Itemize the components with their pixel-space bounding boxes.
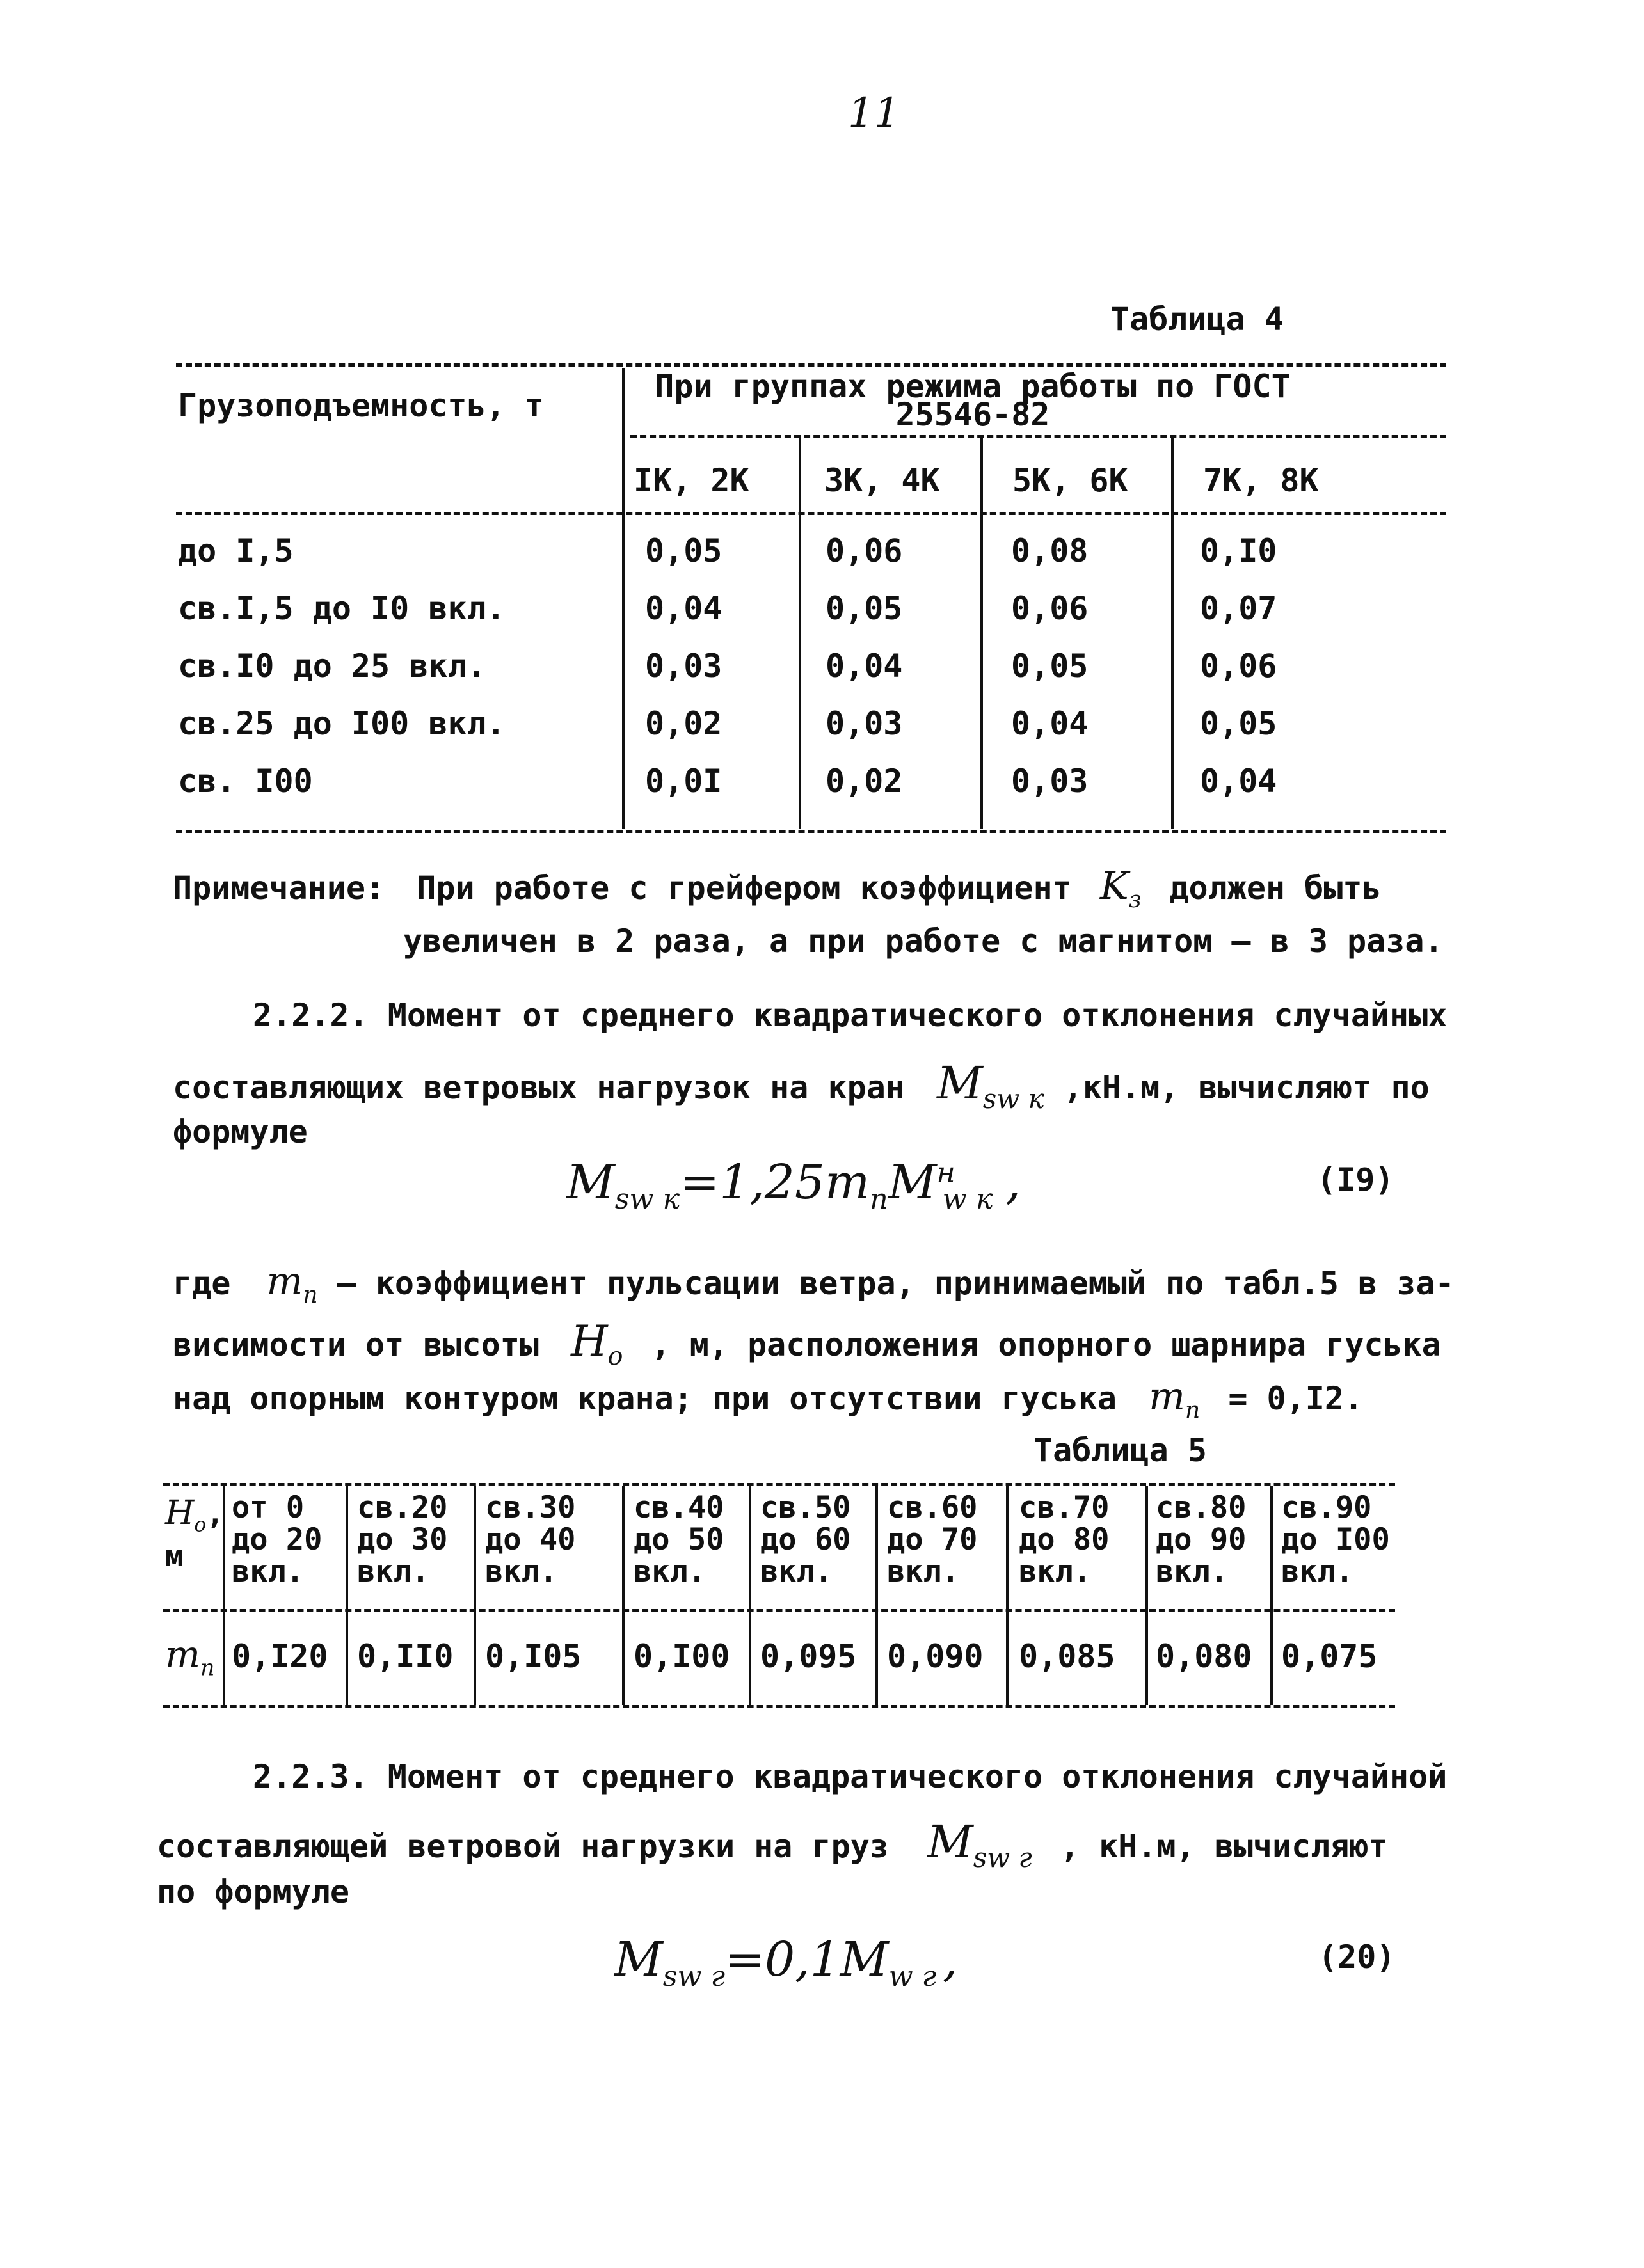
- note-label: Примечание:: [173, 869, 385, 907]
- table5-cell: 0,I05: [485, 1638, 582, 1675]
- table5-col-header: от 0 до 20 вкл.: [232, 1490, 323, 1589]
- table5-col-header: св.30 до 40 вкл.: [485, 1490, 576, 1589]
- k3-symbol: $K_з$: [1099, 864, 1142, 913]
- table4-row-label: св.I,5 до I0 вкл.: [178, 590, 506, 627]
- note-line-2: увеличен в 2 раза, а при работе с магнитом – в 3 раза.: [403, 923, 1444, 960]
- table4-col-header: IK, 2K: [634, 462, 749, 499]
- table4-row-label: до I,5: [178, 532, 294, 569]
- table4-row-label: св.25 до I00 вкл.: [178, 705, 506, 742]
- table5-cell: 0,080: [1156, 1638, 1252, 1675]
- table4-col-divider-2: [799, 438, 801, 829]
- table4-cell: 0,06: [1200, 647, 1277, 685]
- table5-row2-label: $m_п$: [165, 1633, 215, 1681]
- table4-cell: 0,08: [1011, 532, 1089, 569]
- table5-col-divider: [622, 1486, 625, 1705]
- formula-20: $M_{sw г}=0,1M_{w г}$ ,: [614, 1932, 958, 1993]
- table4-cell: 0,03: [1011, 763, 1089, 800]
- where-line-2: висимости от высоты $H_о$ , м, расположения опорного шарнира гуська: [173, 1317, 1441, 1372]
- section-222-line-1: 2.2.2. Момент от среднего квадратического отклонения случайных: [253, 997, 1448, 1034]
- table4-cell: 0,06: [1011, 590, 1089, 627]
- table4-cell: 0,0I: [645, 763, 722, 800]
- table4-col-divider-1: [622, 368, 625, 829]
- table5-col-divider: [875, 1486, 878, 1705]
- table5-col-divider: [1270, 1486, 1273, 1705]
- table4-cell: 0,I0: [1200, 532, 1277, 569]
- table4-cell: 0,05: [1200, 705, 1277, 742]
- table4-col-divider-4: [1171, 438, 1174, 829]
- table4-cell: 0,05: [645, 532, 722, 569]
- formula-20-number: (20): [1318, 1939, 1396, 1976]
- table5-col-header: св.80 до 90 вкл.: [1156, 1490, 1247, 1589]
- table5-col-header: св.90 до I00 вкл.: [1281, 1490, 1390, 1589]
- table4-cell: 0,04: [1011, 705, 1089, 742]
- table4-cell: 0,04: [1200, 763, 1277, 800]
- table5-col-divider: [1145, 1486, 1148, 1705]
- table5-col-divider: [474, 1486, 476, 1705]
- table5-col-divider: [749, 1486, 751, 1705]
- table4-cell: 0,04: [826, 647, 903, 685]
- table4-cell: 0,04: [645, 590, 722, 627]
- section-223-line-1: 2.2.3. Момент от среднего квадратического отклонения случайной: [253, 1758, 1448, 1795]
- table5-cell: 0,II0: [357, 1638, 454, 1675]
- table4-cell: 0,06: [826, 532, 903, 569]
- table4-row-label: св. I00: [178, 763, 313, 800]
- table5-cell: 0,095: [760, 1638, 857, 1675]
- formula-19-number: (I9): [1317, 1161, 1394, 1198]
- table4-cell: 0,05: [1011, 647, 1089, 685]
- table4-col-header: 7K, 8K: [1203, 462, 1319, 499]
- table5-col-header: св.70 до 80 вкл.: [1019, 1490, 1110, 1589]
- msw-k-symbol: $M_{sw к}$: [937, 1057, 1044, 1114]
- table4-cell: 0,05: [826, 590, 903, 627]
- table4-cell: 0,07: [1200, 590, 1277, 627]
- table4-cell: 0,03: [645, 647, 722, 685]
- table4-top-rule: [176, 363, 1446, 367]
- section-222-line-2: составляющих ветровых нагрузок на кран $M_{sw к}$ ,кН.м, вычисляют по: [173, 1057, 1430, 1114]
- table4-subheader-rule: [630, 435, 1446, 438]
- table5-cell: 0,090: [887, 1638, 984, 1675]
- table4-group-header: При группах режима работы по ГОСТ 25546-82: [655, 368, 1291, 433]
- table4-header-rule: [176, 512, 1446, 515]
- table4-row-label: св.I0 до 25 вкл.: [178, 647, 486, 685]
- note-text-a: При работе с грейфером коэффициент: [417, 869, 1072, 907]
- table4-caption: Таблица 4: [1110, 301, 1284, 338]
- where-line-3: над опорным контуром крана; при отсутствии гуська $m_п = 0,I2$.: [173, 1374, 1364, 1423]
- table5-row1-label: $H_о$, м: [165, 1494, 225, 1574]
- note-line-1: [173, 864, 1382, 913]
- table4-cell: 0,02: [826, 763, 903, 800]
- table5-caption: Таблица 5: [1033, 1432, 1207, 1469]
- table5-bottom-rule: [163, 1705, 1395, 1708]
- table5-col-header: св.60 до 70 вкл.: [887, 1490, 978, 1589]
- table4-cell: 0,03: [826, 705, 903, 742]
- where-line-1: где $m_п$ – коэффициент пульсации ветра, принимаемый по табл.5 в за-: [173, 1259, 1455, 1308]
- table5-cell: 0,085: [1019, 1638, 1115, 1675]
- page-number: 11: [848, 90, 900, 137]
- table4-col1-header: Грузоподъемность, т: [178, 387, 544, 424]
- table4-col-divider-3: [980, 438, 983, 829]
- msw-g-symbol: $M_{sw г}$: [927, 1816, 1032, 1873]
- h0-symbol: $H_о$: [571, 1317, 623, 1372]
- table5-col-header: св.20 до 30 вкл.: [357, 1490, 448, 1589]
- table4-col-header: 3K, 4K: [824, 462, 940, 499]
- section-223-line-3: по формуле: [157, 1873, 350, 1910]
- table4-col-header: 5K, 6K: [1012, 462, 1128, 499]
- table5-cell: 0,I00: [634, 1638, 730, 1675]
- formula-19: $M_{sw к}=1,25m_пM^н_{w к}$ ,: [566, 1155, 1021, 1216]
- mp-symbol: $m_п$: [266, 1259, 318, 1308]
- table4-bottom-rule: [176, 830, 1446, 833]
- table5-cell: 0,I20: [232, 1638, 328, 1675]
- table4-cell: 0,02: [645, 705, 722, 742]
- note-text-b: должен быть: [1169, 869, 1382, 907]
- table5-col-divider: [1006, 1486, 1009, 1705]
- table5-col-header: св.50 до 60 вкл.: [760, 1490, 851, 1589]
- mp-symbol: $m_п$: [1149, 1374, 1201, 1423]
- table5-cell: 0,075: [1281, 1638, 1378, 1675]
- table5-col-header: св.40 до 50 вкл.: [634, 1490, 724, 1589]
- table5-col-divider: [346, 1486, 348, 1705]
- section-223-line-2: составляющей ветровой нагрузки на груз $M_{sw г}$ , кН.м, вычисляют: [157, 1816, 1388, 1873]
- section-222-line-3: формуле: [173, 1113, 308, 1150]
